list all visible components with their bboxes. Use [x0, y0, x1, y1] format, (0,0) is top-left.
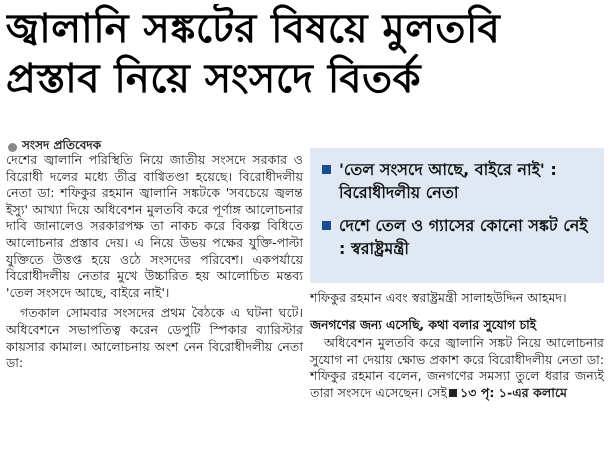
- article-subhead: জনগণের জন্য এসেছি, কথা বলার সুযোগ চাই: [310, 317, 537, 332]
- article-paragraph-1: দেশের জ্বালানি পরিস্থিতি নিয়ে জাতীয় সংসদে সরকার ও বিরোধী দলের মধ্যে তীব্র বাগ্বিতণ্ডা হয়েছে। বিরোধীদলীয় নেতা ডা: শফিকুর রহমান জ্বালানি সঙ্কটকে 'সবচেয়ে জ্বলন্ত ইস্যু' আখ্যা দিয়ে অধিবেশন মুলতবি করে পূর্ণাঙ্গ আলোচনার দাবি জানালেও সরকারপক্ষ তা নাকচ করে বিকল্প বিধিতে আলোচনার প্রস্তাব দেয়। এ নিয়ে উভয় পক্ষের যুক্তি-পাল্টা যুক্তিতে উত্তপ্ত হয়ে ওঠে সংসদের পরিবেশ। একপর্যায়ে বিরোধীদলীয় নেতার মুখে উচ্চারিত হয় আলোচিত মন্তব্য 'তেল সংসদে আছে, বাইরে নাই'।: [6, 152, 303, 300]
- article-left-column: [6, 152, 303, 372]
- article-paragraph-2: গতকাল সোমবার সংসদের প্রথম বৈঠকে এ ঘটনা ঘটে। অধিবেশনে সভাপতিত্ব করেন ডেপুটি স্পিকার ব্যারিস্টার কায়সার কামাল। আলোচনায় অংশ নেন বিরোধীদলীয় নেতা ডা:: [6, 305, 303, 371]
- callout-item: [322, 214, 594, 260]
- bullet-dot-icon: [8, 143, 17, 152]
- continuation-link[interactable]: ১৩ পৃ: ১-এর কলামে: [460, 384, 567, 400]
- headline: [6, 4, 606, 104]
- callout-quote-1: 'তেল সংসদে আছে, বাইরে নাই' : বিরোধীদলীয় নেতা: [339, 160, 557, 202]
- callout-quote-2: দেশে তেল ও গ্যাসের কোনো সঙ্কট নেই : স্বরাষ্ট্রমন্ত্রী: [339, 216, 588, 258]
- byline-text: সংসদ প্রতিবেদক: [22, 138, 102, 152]
- article-paragraph-3: শফিকুর রহমান এবং স্বরাষ্ট্রমন্ত্রী সালাহউদ্দিন আহমদ।: [310, 290, 567, 305]
- square-bullet-icon: [322, 221, 331, 230]
- continuation-marker-icon: [449, 389, 457, 397]
- article-right-column: [310, 290, 604, 402]
- highlight-callout-box: [310, 148, 604, 283]
- callout-item: [322, 158, 594, 204]
- square-bullet-icon: [322, 165, 331, 174]
- headline-line-1: জ্বালানি সঙ্কটের বিষয়ে মুলতবি: [6, 6, 501, 52]
- article-paragraph-4-text: অধিবেশন মুলতবি করে জ্বালানি সঙ্কট নিয়ে আলোচনার সুযোগ না দেয়ায় ক্ষোভ প্রকাশ করে বিরোধীদলীয় নেতা ডা: শফিকুর রহমান বলেন, জনগণের সমস্যা তুলে ধরার জন্যই তারা সংসদে এসেছেন। সেই: [310, 335, 604, 400]
- article-paragraph-4: [310, 335, 604, 401]
- headline-line-2: প্রস্তাব নিয়ে সংসদে বিতর্ক: [6, 56, 422, 102]
